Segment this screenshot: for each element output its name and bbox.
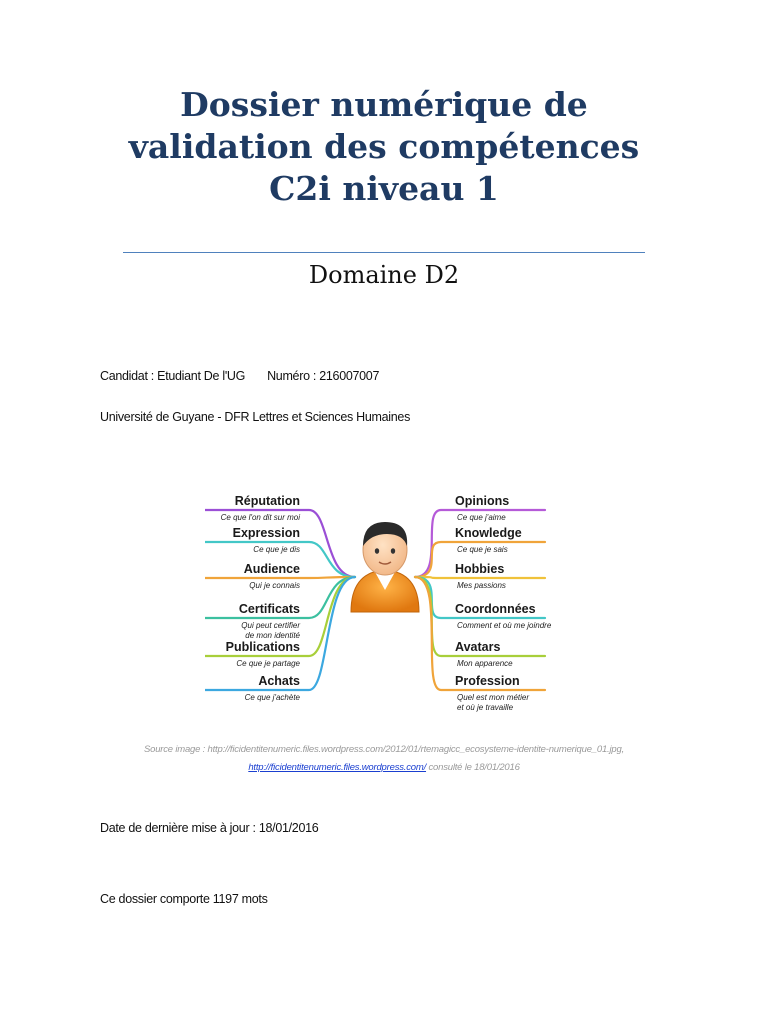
mindmap-branch-left-2 bbox=[205, 577, 355, 578]
word-count-line: Ce dossier comporte 1197 mots bbox=[100, 892, 268, 906]
mindmap-node-subtitle: Comment et où me joindre bbox=[457, 621, 552, 630]
mindmap-node-title: Réputation bbox=[234, 494, 300, 508]
image-source-caption: Source image : http://ficidentitenumeric.files.wordpress.com/2012/01/rtemagicc_ecosysteme-identite-numerique_01.jpg, bbox=[143, 744, 625, 755]
candidate-number: Numéro : 216007007 bbox=[267, 369, 380, 383]
mindmap-node-subtitle: Mes passions bbox=[457, 581, 506, 590]
mindmap-node-subtitle: Mon apparence bbox=[457, 659, 513, 668]
mindmap-node-title: Certificats bbox=[238, 602, 300, 616]
title-line-3: C2i niveau 1 bbox=[269, 169, 499, 208]
mindmap-node-subtitle: Ce que j'achète bbox=[244, 693, 300, 702]
mindmap-node-title: Expression bbox=[232, 526, 300, 540]
title-divider bbox=[123, 252, 645, 253]
source-link[interactable]: http://ficidentitenumeric.files.wordpress.com/ bbox=[248, 762, 427, 773]
mindmap-branch-right-2 bbox=[415, 577, 545, 578]
mindmap-node-subtitle: Qui je connais bbox=[249, 581, 300, 590]
mindmap-node-subtitle: Quel est mon métier bbox=[457, 693, 530, 702]
identity-mindmap-image bbox=[205, 472, 565, 712]
university-line: Université de Guyane - DFR Lettres et Sciences Humaines bbox=[100, 410, 411, 424]
title-line-2: validation des compétences bbox=[128, 127, 640, 166]
last-update-line: Date de dernière mise à jour : 18/01/2016 bbox=[100, 821, 319, 835]
mindmap-node-subtitle: de mon identité bbox=[245, 631, 300, 640]
mindmap-node-title: Profession bbox=[455, 674, 520, 688]
mindmap-node-title: Hobbies bbox=[455, 562, 505, 576]
consulted-date: consulté le 18/01/2016 bbox=[426, 762, 520, 773]
mindmap-node-subtitle: Qui peut certifier bbox=[241, 621, 300, 630]
mindmap-node-title: Knowledge bbox=[455, 526, 522, 540]
title-line-1: Dossier numérique de bbox=[180, 85, 588, 124]
mindmap-node-subtitle: Ce que je partage bbox=[236, 659, 300, 668]
mindmap-node-subtitle: et où je travaille bbox=[457, 703, 514, 712]
document-subtitle: Domaine D2 bbox=[308, 261, 460, 289]
image-consulted-caption bbox=[0, 762, 768, 773]
mindmap-node-title: Audience bbox=[243, 562, 300, 576]
mindmap-node-title: Publications bbox=[225, 640, 300, 654]
mindmap-node-subtitle: Ce que l'on dit sur moi bbox=[220, 513, 300, 522]
mindmap-node-title: Coordonnées bbox=[455, 602, 536, 616]
mindmap-node-subtitle: Ce que j'aime bbox=[457, 513, 506, 522]
candidate-line bbox=[100, 369, 379, 383]
mindmap-node-subtitle: Ce que je sais bbox=[457, 545, 508, 554]
mindmap-node-title: Avatars bbox=[455, 640, 501, 654]
person-avatar-icon bbox=[351, 522, 419, 612]
candidate-label: Candidat : Etudiant De l'UG bbox=[100, 369, 246, 383]
mindmap-node-title: Achats bbox=[258, 674, 300, 688]
mindmap-svg bbox=[205, 472, 565, 712]
document-title bbox=[0, 84, 768, 210]
mindmap-node-subtitle: Ce que je dis bbox=[253, 545, 300, 554]
mindmap-node-title: Opinions bbox=[455, 494, 510, 508]
